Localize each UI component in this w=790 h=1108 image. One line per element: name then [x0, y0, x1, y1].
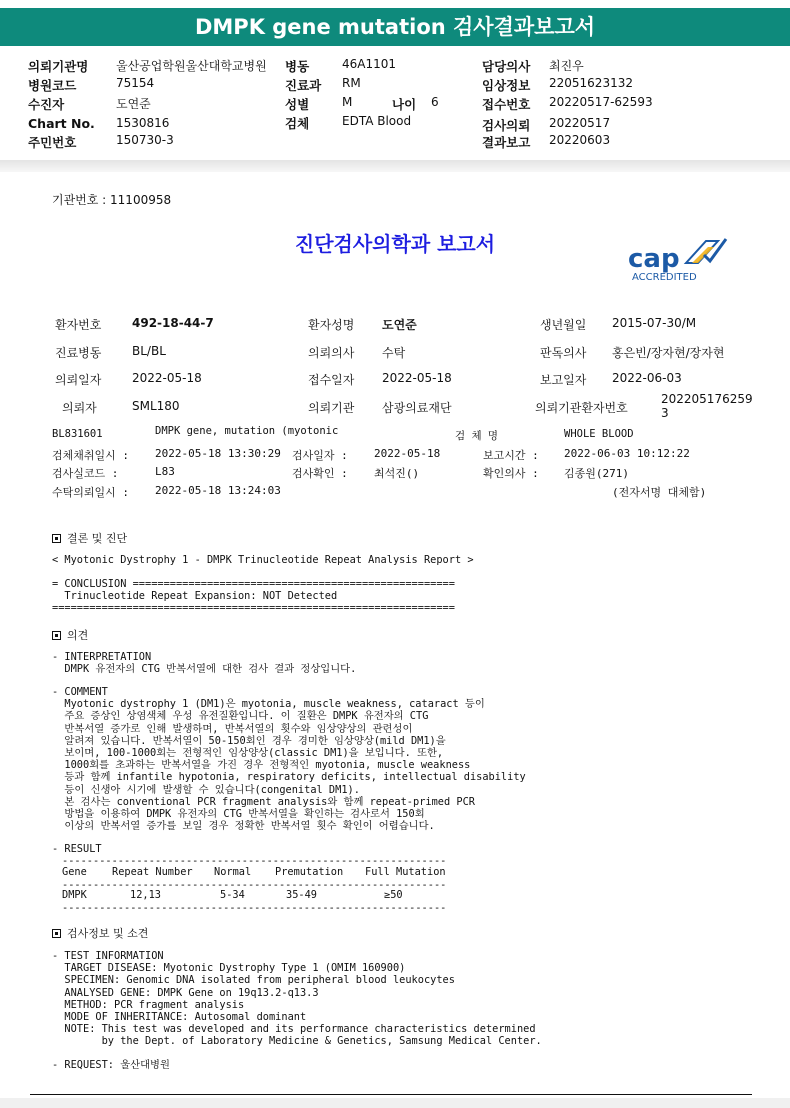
- header-value-age: 6: [431, 95, 439, 109]
- section-opinion-heading: [52, 627, 88, 643]
- test-information-block: - TEST INFORMATION TARGET DISEASE: Myotonic Dystrophy Type 1 (OMIM 160900) SPECIMEN: Genomic DNA isolated from peripheral blood leukocytes ANALYSED GENE: DMPK Gene on 19q13.2-q13.3 METHOD: PCR fragment analysis MODE OF INHERITANCE: Autosomal dominant NOTE: This test was developed and its performance characteristics determined by the Dept. of Laboratory Medicine & Genetics, Samsung Medical Center.: [52, 950, 542, 1048]
- value-request-date: 2022-05-18: [132, 371, 202, 385]
- header-value-department: RM: [342, 76, 361, 90]
- result-header-gene: Gene: [62, 866, 87, 878]
- header-value-specimen: EDTA Blood: [342, 114, 412, 128]
- header-label-patient-name: 수진자: [28, 97, 65, 112]
- header-value-patient-name: 도연준: [116, 97, 151, 111]
- value-report-date: 2022-06-03: [612, 371, 682, 385]
- test-name: DMPK gene, mutation (myotonic: [155, 425, 339, 437]
- header-label-request-date: 검사의뢰: [482, 118, 531, 133]
- value-patient-name: 도연준: [382, 318, 417, 332]
- value-lab-code: L83: [155, 465, 175, 478]
- analysis-report-header: < Myotonic Dystrophy 1 - DMPK Trinucleotide Repeat Analysis Report >: [52, 554, 474, 566]
- section-test-info-heading: [52, 925, 148, 941]
- section-conclusion-heading: [52, 530, 127, 546]
- value-exam-date: 2022-05-18: [374, 447, 441, 460]
- value-specimen-name: WHOLE BLOOD: [564, 428, 634, 440]
- value-reading-doctor: 홍은빈/장자현/장자현: [612, 346, 725, 360]
- header-value-sex: M: [342, 95, 353, 109]
- value-request-time: 2022-05-18 13:24:03: [155, 484, 281, 497]
- header-label-chart-no: Chart No.: [28, 116, 95, 131]
- institution-number: 기관번호 : 11100958: [52, 193, 172, 207]
- label-collection-time: 검체채취일시 :: [52, 449, 130, 462]
- result-cell-premutation: 35-49: [286, 889, 317, 901]
- value-requesting-institution: 삼광의료재단: [382, 401, 452, 415]
- label-patient-no: 환자번호: [55, 318, 102, 332]
- value-receipt-date: 2022-05-18: [382, 371, 452, 385]
- interpretation-block: - INTERPRETATION DMPK 유전자의 CTG 반복서열에 대한 검사 결과 정상입니다.: [52, 651, 357, 676]
- header-value-ward: 46A1101: [342, 57, 397, 71]
- value-ward: BL/BL: [132, 344, 166, 358]
- label-exam-confirm: 검사확인 :: [292, 467, 348, 480]
- label-requester: 의뢰자: [62, 401, 97, 415]
- value-collection-time: 2022-05-18 13:30:29: [155, 447, 281, 460]
- section-opinion-title: 의견: [67, 629, 89, 642]
- section-test-info-title: 검사정보 및 소견: [67, 927, 149, 940]
- header-label-hospital-code: 병원코드: [28, 78, 77, 93]
- header-label-attending-doctor: 담당의사: [482, 59, 531, 74]
- label-confirm-doctor: 확인의사 :: [483, 467, 539, 480]
- header-label-resident-no: 주민번호: [28, 135, 77, 150]
- result-header-full-mutation: Full Mutation: [365, 866, 446, 878]
- header-value-request-date: 20220517: [549, 116, 611, 130]
- result-label: - RESULT: [52, 843, 102, 855]
- result-rule-bottom: --------------------------------------------------------------: [62, 902, 447, 914]
- report-heading: 진단검사의학과 보고서: [294, 232, 496, 256]
- result-rule-middle: --------------------------------------------------------------: [62, 879, 447, 891]
- value-requester: SML180: [132, 399, 180, 413]
- label-ward: 진료병동: [55, 346, 102, 360]
- header-label-age: 나이: [392, 97, 417, 112]
- label-reading-doctor: 판독의사: [540, 346, 587, 360]
- label-request-date: 의뢰일자: [55, 373, 102, 387]
- header-label-specimen: 검체: [285, 116, 310, 131]
- label-lab-code: 검사실코드 :: [52, 467, 119, 480]
- result-cell-repeat-number: 12,13: [130, 889, 161, 901]
- label-receipt-date: 접수일자: [308, 373, 355, 387]
- label-requesting-doctor: 의뢰의사: [308, 346, 355, 360]
- value-institution-patient-no-line1: 202205176259: [661, 392, 753, 406]
- label-birth-date: 생년월일: [540, 318, 587, 332]
- header-label-ward: 병동: [285, 59, 310, 74]
- value-confirm-doctor: 김종원(271): [564, 467, 629, 480]
- request-block: - REQUEST: 울산대병원: [52, 1059, 170, 1071]
- header-value-resident-no: 150730-3: [116, 133, 174, 147]
- section-bullet-icon: [52, 929, 61, 938]
- value-institution-patient-no-line2: 3: [661, 406, 669, 420]
- result-header-repeat-number: Repeat Number: [112, 866, 193, 878]
- label-requesting-institution: 의뢰기관: [308, 401, 355, 415]
- label-institution-patient-no: 의뢰기관환자번호: [535, 401, 628, 415]
- section-bullet-icon: [52, 631, 61, 640]
- header-label-clinical-info: 임상정보: [482, 78, 531, 93]
- value-birth-date: 2015-07-30/M: [612, 316, 697, 330]
- result-cell-normal: 5-34: [220, 889, 245, 901]
- label-exam-date: 검사일자 :: [292, 449, 348, 462]
- cap-logo-text: cap: [628, 244, 680, 274]
- header-value-result-date: 20220603: [549, 133, 611, 147]
- page-bottom-rule: [30, 1094, 752, 1095]
- header-label-requesting-institution: 의뢰기관명: [28, 59, 89, 74]
- header-value-receipt-no: 20220517-62593: [549, 95, 653, 109]
- value-exam-confirm: 최석진(): [374, 467, 420, 480]
- e-signature-note: (전자서명 대체함): [612, 486, 707, 499]
- result-header-premutation: Premutation: [275, 866, 344, 878]
- header-separator: [0, 160, 790, 172]
- section-conclusion-title: 결론 및 진단: [67, 532, 128, 545]
- cap-accredited-logo: [626, 233, 730, 285]
- result-cell-gene: DMPK: [62, 889, 87, 901]
- value-requesting-doctor: 수탁: [382, 346, 406, 360]
- result-header-normal: Normal: [214, 866, 252, 878]
- result-rule-top: --------------------------------------------------------------: [62, 855, 447, 867]
- label-report-date: 보고일자: [540, 373, 587, 387]
- header-label-sex: 성별: [285, 97, 310, 112]
- value-patient-no: 492-18-44-7: [132, 316, 214, 330]
- header-value-requesting-institution: 울산공업학원울산대학교병원: [116, 59, 267, 73]
- page-bottom-band: [0, 1098, 790, 1108]
- result-cell-full-mutation: ≥50: [384, 889, 403, 901]
- label-patient-name: 환자성명: [308, 318, 355, 332]
- value-report-time: 2022-06-03 10:12:22: [564, 447, 690, 460]
- conclusion-block: = CONCLUSION ==================================================== Trinucleotide Repeat Expansion: NOT Detected =================================================================: [52, 578, 455, 615]
- header-label-receipt-no: 접수번호: [482, 97, 531, 112]
- comment-block: - COMMENT Myotonic dystrophy 1 (DM1)은 myotonia, muscle weakness, cataract 등이 주요 증상인 상염색체 우성 유전질환입니다. 이 질환은 DMPK 유전자의 CTG 반복서열 증가로 인해 발생하며, 반복서열의 횟수와 임상양상의 관련성이 알려져 있습니다. 반복서열이 50-150회인 경우 경미한 임상양상(mild DM1)을 보이며, 100-1000회는 전형적인 임상양상(classic DM1)을 보입니다. 또한, 1000회를 초과하는 반복서열을 가진 경우 전형적인 myotonia, muscle weakness 등과 함께 infantile hypotonia, respiratory deficits, intellectual disability 등이 신생아 시기에 발생할 수 있습니다(congenital DM1). 본 검사는 conventional PCR fragment analysis와 함께 repeat-primed PCR 방법을 이용하여 DMPK 유전자의 CTG 반복서열을 확인하는 검사로서 150회 이상의 반복서열 증가를 보일 경우 정확한 반복서열 횟수 확인이 어렵습니다.: [52, 686, 526, 833]
- label-report-time: 보고시간 :: [483, 449, 539, 462]
- header-value-chart-no: 1530816: [116, 116, 170, 130]
- header-label-department: 진료과: [285, 78, 322, 93]
- label-specimen-name: 검 체 명: [455, 430, 499, 442]
- header-value-hospital-code: 75154: [116, 76, 155, 90]
- report-title-bar: DMPK gene mutation 검사결과보고서: [0, 8, 790, 46]
- test-code: BL831601: [52, 428, 103, 440]
- label-request-time: 수탁의뢰일시 :: [52, 486, 130, 499]
- section-bullet-icon: [52, 534, 61, 543]
- header-value-attending-doctor: 최진우: [549, 59, 584, 73]
- header-value-clinical-info: 22051623132: [549, 76, 633, 90]
- cap-accredited-text: ACCREDITED: [632, 272, 697, 283]
- header-label-result-date: 결과보고: [482, 135, 531, 150]
